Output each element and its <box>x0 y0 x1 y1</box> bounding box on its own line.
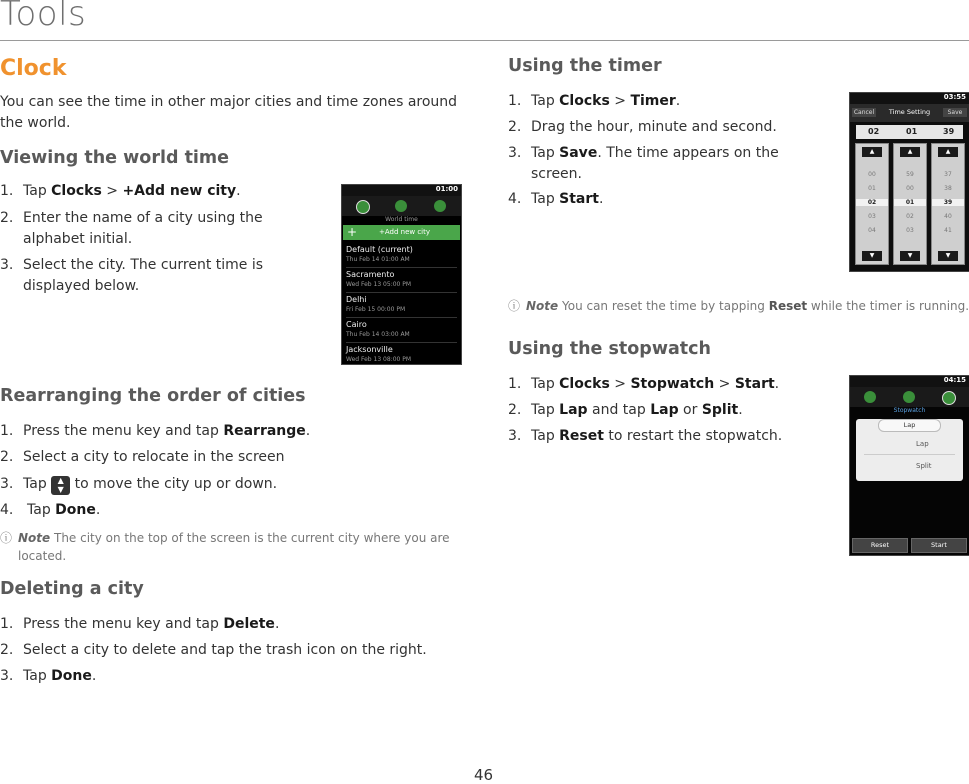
reorder-icon: ▲ ▼ <box>51 476 70 495</box>
clock-heading: Clock <box>0 56 67 81</box>
globe-icon <box>356 200 370 214</box>
step-text: Press the menu key and tap <box>23 423 224 439</box>
hour-picker[interactable] <box>855 143 889 265</box>
keyword: Start <box>734 376 775 392</box>
step-number: 3. <box>508 428 522 444</box>
step-text: Tap <box>23 476 52 492</box>
keyword: Rearrange <box>223 423 306 439</box>
step-text: . <box>738 402 743 418</box>
keyword: Clocks <box>559 93 610 109</box>
add-city-bar <box>343 225 460 240</box>
picker-value: 03 <box>906 227 914 234</box>
keyword: Start <box>559 191 599 207</box>
step-number: 2. <box>0 449 14 465</box>
timer-step-2 <box>508 117 828 138</box>
city-name: Sacramento <box>346 270 395 279</box>
keyword: Stopwatch <box>630 376 715 392</box>
step-number: 1. <box>508 93 522 109</box>
timer-note <box>508 297 969 315</box>
second-picker[interactable] <box>931 143 965 265</box>
keyword: Done <box>55 502 96 518</box>
picker-value: 59 <box>906 171 914 178</box>
time-setting-title: Time Setting <box>888 108 931 116</box>
rearrange-step-4 <box>0 500 470 521</box>
world-step-2 <box>0 208 330 250</box>
note-icon: ⓘ <box>508 299 521 313</box>
step-text: > <box>714 376 735 392</box>
plus-icon: + <box>347 225 358 239</box>
up-arrow-icon[interactable]: ▲ <box>900 147 920 157</box>
world-step-3 <box>0 255 330 297</box>
timer-icon <box>942 391 956 405</box>
city-date: Wed Feb 13 08:00 PM <box>346 356 412 363</box>
clock-tabs <box>342 196 461 216</box>
step-text: Tap <box>531 376 560 392</box>
city-date: Thu Feb 14 03:00 AM <box>346 331 410 338</box>
picker-selected: 01 <box>894 199 926 206</box>
rearrange-heading: Rearranging the order of cities <box>0 386 306 406</box>
timer-step-3 <box>508 143 828 185</box>
hour-display: 02 <box>868 127 880 136</box>
step-number: 2. <box>0 642 14 658</box>
timer-step-4 <box>508 189 828 210</box>
keyword: Done <box>51 668 92 684</box>
step-number: 3. <box>0 668 14 684</box>
step-text: . <box>91 668 97 684</box>
stopwatch-screenshot <box>849 375 969 556</box>
picker-value: 01 <box>868 185 876 192</box>
timer-icon <box>434 200 446 212</box>
note-text: You can reset the time by tapping <box>558 299 769 313</box>
status-bar <box>342 185 461 196</box>
delete-step-3 <box>0 666 470 687</box>
rearrange-note <box>0 529 470 565</box>
step-text: . The time appears on the <box>597 145 779 161</box>
step-number: 2. <box>0 210 14 226</box>
split-menu-item[interactable]: Split <box>916 462 932 470</box>
step-text: Select the city. The current time is <box>23 257 264 273</box>
step-text: Select a city to delete and tap the trash icon on the right. <box>23 642 427 658</box>
step-text: > <box>609 376 631 392</box>
delete-step-1 <box>0 614 470 635</box>
picker-value: 38 <box>944 185 952 192</box>
status-time: 04:15 <box>943 376 966 384</box>
lap-menu <box>856 419 963 481</box>
note-icon: ⓘ <box>0 531 13 545</box>
step-text: Tap <box>23 183 52 199</box>
city-row <box>346 343 457 365</box>
stopwatch-step-2 <box>508 400 828 421</box>
add-city-label: +Add new city <box>379 228 431 236</box>
city-date: Thu Feb 14 01:00 AM <box>346 256 410 263</box>
step-text: alphabet initial. <box>23 231 133 247</box>
status-bar <box>850 93 969 104</box>
note-text: located. <box>18 549 67 563</box>
timer-heading: Using the timer <box>508 56 662 76</box>
note-text: while the timer is running. <box>807 299 969 313</box>
city-row <box>346 243 457 268</box>
step-number: 3. <box>508 145 522 161</box>
keyword: Timer <box>630 93 676 109</box>
rearrange-step-2 <box>0 447 470 468</box>
step-number: 1. <box>0 616 14 632</box>
stopwatch-step-1 <box>508 374 828 395</box>
keyword: Lap <box>650 402 679 418</box>
picker-selected: 02 <box>856 199 888 206</box>
timer-step-1 <box>508 91 828 112</box>
step-number: 2. <box>508 402 522 418</box>
step-text: displayed below. <box>23 278 140 294</box>
up-arrow-icon[interactable]: ▲ <box>862 147 882 157</box>
picker-value: 41 <box>944 227 952 234</box>
world-heading: Viewing the world time <box>0 148 230 168</box>
delete-heading: Deleting a city <box>0 579 144 599</box>
save-button[interactable]: Save <box>943 108 967 117</box>
keyword: Save <box>559 145 598 161</box>
second-display: 39 <box>943 127 955 136</box>
keyword: +Add new city <box>122 183 237 199</box>
status-time: 01:00 <box>435 185 458 193</box>
header-divider <box>0 40 969 41</box>
keyword: Clocks <box>51 183 102 199</box>
stopwatch-heading: Using the stopwatch <box>508 339 711 359</box>
keyword: Reset <box>768 299 808 313</box>
keyword: Clocks <box>559 376 610 392</box>
step-text: Tap <box>27 502 56 518</box>
page-number: 46 <box>474 766 494 784</box>
step-text: . <box>774 376 780 392</box>
lap-menu-header[interactable]: Lap <box>878 419 941 432</box>
minute-picker[interactable] <box>893 143 927 265</box>
step-number: 3. <box>0 476 14 492</box>
step-text: . <box>236 183 241 199</box>
step-text: or <box>678 402 702 418</box>
step-text: Select a city to relocate in the screen <box>23 449 285 465</box>
keyword: Delete <box>223 616 275 632</box>
picker-selected: 39 <box>932 199 964 206</box>
clock-tabs <box>850 387 969 407</box>
step-text: Enter the name of a city using the <box>23 210 263 226</box>
step-number: 1. <box>508 376 522 392</box>
note-label: Note <box>18 531 51 545</box>
note-text: The city on the top of the screen is the current city where you are <box>50 531 450 545</box>
picker-value: 37 <box>944 171 952 178</box>
start-button[interactable]: Start <box>911 538 967 553</box>
step-number: 1. <box>0 423 14 439</box>
world-time-screenshot <box>341 184 462 365</box>
clock-intro: You can see the time in other major cities and time zones around the world. <box>0 94 458 131</box>
step-number: 4. <box>0 502 14 518</box>
rearrange-step-3 <box>0 474 470 496</box>
city-row <box>346 293 457 318</box>
status-bar <box>850 376 969 387</box>
lap-menu-item[interactable]: Lap <box>864 433 955 455</box>
minute-display: 01 <box>906 127 918 136</box>
step-text: . <box>305 423 311 439</box>
step-text: Tap <box>531 145 560 161</box>
keyword: Reset <box>559 428 604 444</box>
step-text: Tap <box>531 428 560 444</box>
step-number: 1. <box>0 183 14 199</box>
city-row <box>346 318 457 343</box>
stopwatch-icon <box>395 200 407 212</box>
picker-value: 04 <box>868 227 876 234</box>
step-text: > <box>609 93 631 109</box>
globe-icon <box>864 391 876 403</box>
up-arrow-icon[interactable]: ▲ <box>938 147 958 157</box>
city-row <box>346 268 457 293</box>
timer-screenshot <box>849 92 969 272</box>
step-text: to restart the stopwatch. <box>603 428 783 444</box>
city-date: Fri Feb 15 00:00 PM <box>346 306 406 313</box>
note-label: Note <box>526 299 559 313</box>
picker-value: 00 <box>868 171 876 178</box>
down-arrow-icon[interactable]: ▼ <box>938 251 958 261</box>
step-number: 3. <box>0 257 14 273</box>
down-arrow-icon[interactable]: ▼ <box>900 251 920 261</box>
step-text: . <box>274 616 280 632</box>
city-date: Wed Feb 13 05:00 PM <box>346 281 412 288</box>
city-name: Default (current) <box>346 245 413 254</box>
step-text: . <box>95 502 101 518</box>
stopwatch-step-3 <box>508 426 828 447</box>
keyword: Split <box>701 402 739 418</box>
step-text: Press the menu key and tap <box>23 616 224 632</box>
down-arrow-icon[interactable]: ▼ <box>862 251 882 261</box>
step-text: . <box>598 191 604 207</box>
delete-step-2 <box>0 640 470 661</box>
picker-value: 00 <box>906 185 914 192</box>
stopwatch-icon <box>903 391 915 403</box>
status-time: 03:55 <box>943 93 966 101</box>
rearrange-step-1 <box>0 421 470 442</box>
step-text: and tap <box>587 402 651 418</box>
cancel-button[interactable]: Cancel <box>853 109 875 116</box>
city-name: Cairo <box>346 320 367 329</box>
timer-action-bar <box>850 104 969 122</box>
city-name: Jacksonville <box>346 345 393 354</box>
picker-value: 02 <box>906 213 914 220</box>
tab-title: Stopwatch <box>893 407 926 414</box>
city-name: Delhi <box>346 295 367 304</box>
keyword: Lap <box>559 402 588 418</box>
world-step-1 <box>0 181 330 202</box>
step-number: 4. <box>508 191 522 207</box>
step-text: screen. <box>531 166 582 182</box>
step-text: . <box>675 93 681 109</box>
step-text: Tap <box>531 191 560 207</box>
reset-button[interactable]: Reset <box>852 538 908 553</box>
step-text: Drag the hour, minute and second. <box>531 119 777 135</box>
step-number: 2. <box>508 119 522 135</box>
picker-value: 03 <box>868 213 876 220</box>
step-text: to move the city up or down. <box>70 476 278 492</box>
step-text: Tap <box>23 668 52 684</box>
page-title: Tools <box>0 0 87 34</box>
tab-title: World time <box>385 216 418 223</box>
step-text: > <box>101 183 123 199</box>
picker-value: 40 <box>944 213 952 220</box>
time-display <box>856 125 963 139</box>
step-text: Tap <box>531 93 560 109</box>
step-text: Tap <box>531 402 560 418</box>
